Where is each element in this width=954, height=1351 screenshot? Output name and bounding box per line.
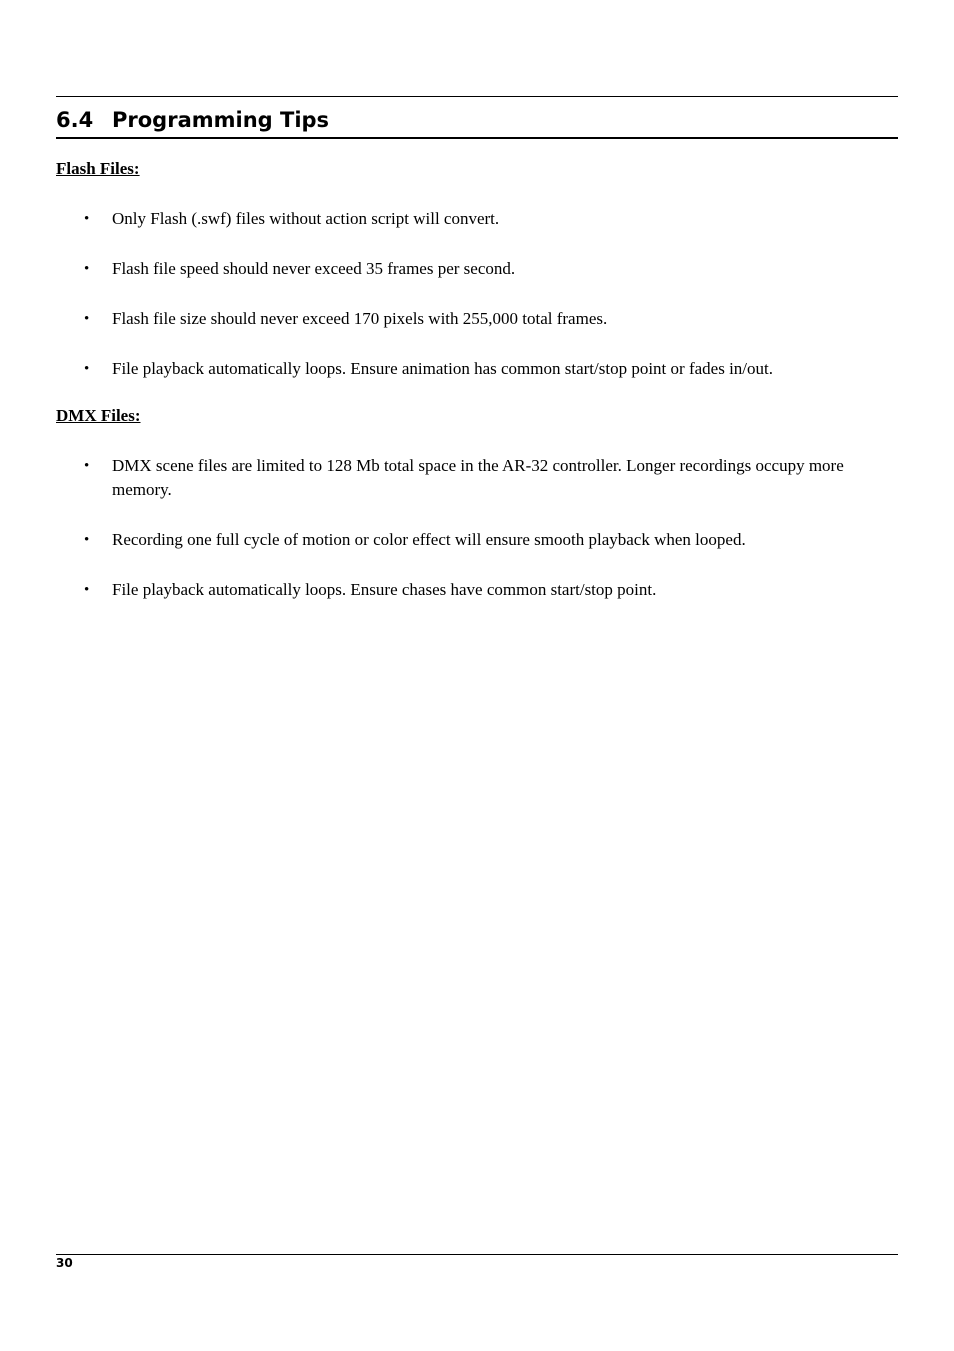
list-item bbox=[56, 357, 898, 381]
bullet-icon: • bbox=[84, 361, 90, 377]
list-item bbox=[56, 454, 898, 502]
bullet-icon: • bbox=[84, 532, 90, 548]
dmx-files-list bbox=[56, 454, 898, 602]
footer-rule bbox=[56, 1254, 898, 1255]
list-item bbox=[56, 578, 898, 602]
list-item-text: Flash file size should never exceed 170 pixels with 255,000 total frames. bbox=[112, 309, 608, 328]
list-item-text: Recording one full cycle of motion or color effect will ensure smooth playback when looped. bbox=[112, 530, 746, 549]
list-item-text: Flash file speed should never exceed 35 frames per second. bbox=[112, 259, 516, 278]
list-item bbox=[56, 528, 898, 552]
flash-files-heading: Flash Files: bbox=[56, 159, 140, 178]
flash-files-list bbox=[56, 207, 898, 381]
bullet-icon: • bbox=[84, 211, 90, 227]
list-item bbox=[56, 257, 898, 281]
list-item-text: File playback automatically loops. Ensure animation has common start/stop point or fades in/out. bbox=[112, 359, 773, 378]
section-heading bbox=[56, 104, 898, 139]
list-item-text: File playback automatically loops. Ensure chases have common start/stop point. bbox=[112, 580, 657, 599]
list-item-text: DMX scene files are limited to 128 Mb total space in the AR-32 controller. Longer recordings occupy more memory. bbox=[112, 456, 844, 499]
section-number: 6.4 bbox=[56, 108, 94, 132]
list-item bbox=[56, 307, 898, 331]
section-title: Programming Tips bbox=[112, 108, 330, 132]
header-rule bbox=[56, 96, 898, 97]
page-number: 30 bbox=[56, 1256, 73, 1270]
bullet-icon: • bbox=[84, 261, 90, 277]
bullet-icon: • bbox=[84, 311, 90, 327]
bullet-icon: • bbox=[84, 582, 90, 598]
bullet-icon: • bbox=[84, 458, 90, 474]
document-page bbox=[56, 0, 898, 1351]
list-item bbox=[56, 207, 898, 231]
list-item-text: Only Flash (.swf) files without action script will convert. bbox=[112, 209, 500, 228]
dmx-files-heading: DMX Files: bbox=[56, 406, 141, 425]
